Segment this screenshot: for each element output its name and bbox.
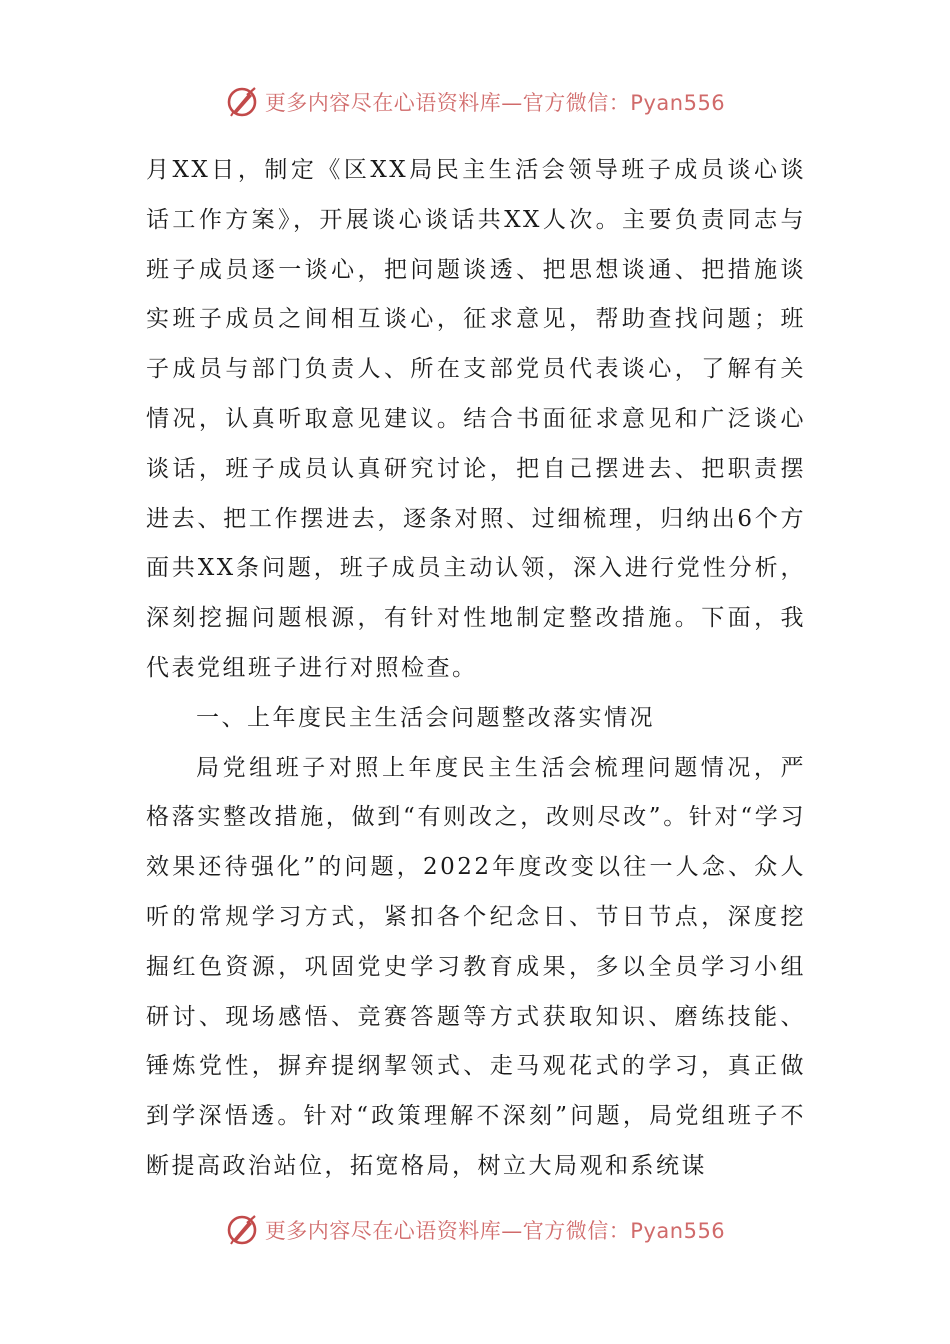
document-body bbox=[146, 146, 806, 1192]
header-banner bbox=[0, 82, 950, 122]
footer-banner-text: 更多内容尽在心语资料库—官方微信：Pyan556 bbox=[264, 1219, 726, 1243]
quill-pen-logo-icon bbox=[225, 1213, 259, 1247]
body-paragraph-1: 月XX日，制定《区XX局民主生活会领导班子成员谈心谈话工作方案》，开展谈心谈话共XX人次。主要负责同志与班子成员逐一谈心，把问题谈透、把思想谈通、把措施谈实班子成员之间相互谈心，征求意见，帮助查找问题；班子成员与部门负责人、所在支部党员代表谈心，了解有关情况，认真听取意见建议。结合书面征求意见和广泛谈心谈话，班子成员认真研究讨论，把自己摆进去、把职责摆进去、把工作摆进去，逐条对照、过细梳理，归纳出6个方面共XX条问题，班子成员主动认领，深入进行党性分析，深刻挖掘问题根源，有针对性地制定整改措施。下面，我代表党组班子进行对照检查。 bbox=[146, 157, 806, 681]
section-heading-1: 一、上年度民主生活会问题整改落实情况 bbox=[196, 704, 655, 731]
footer-banner bbox=[0, 1210, 950, 1250]
body-paragraph-2: 局党组班子对照上年度民主生活会梳理问题情况，严格落实整改措施，做到“有则改之，改则尽改”。针对“学习效果还待强化”的问题，2022年度改变以往一人念、众人听的常规学习方式，紧扣各个纪念日、节日节点，深度挖掘红色资源，巩固党史学习教育成果，多以全员学习小组研讨、现场感悟、竞赛答题等方式获取知识、磨练技能、锤炼党性，摒弃提纲挈领式、走马观花式的学习，真正做到学深悟透。针对“政策理解不深刻”问题，局党组班子不断提高政治站位，拓宽格局，树立大局观和系统谋 bbox=[146, 754, 806, 1179]
header-banner-text: 更多内容尽在心语资料库—官方微信：Pyan556 bbox=[264, 91, 726, 115]
quill-pen-logo-icon bbox=[225, 85, 259, 119]
